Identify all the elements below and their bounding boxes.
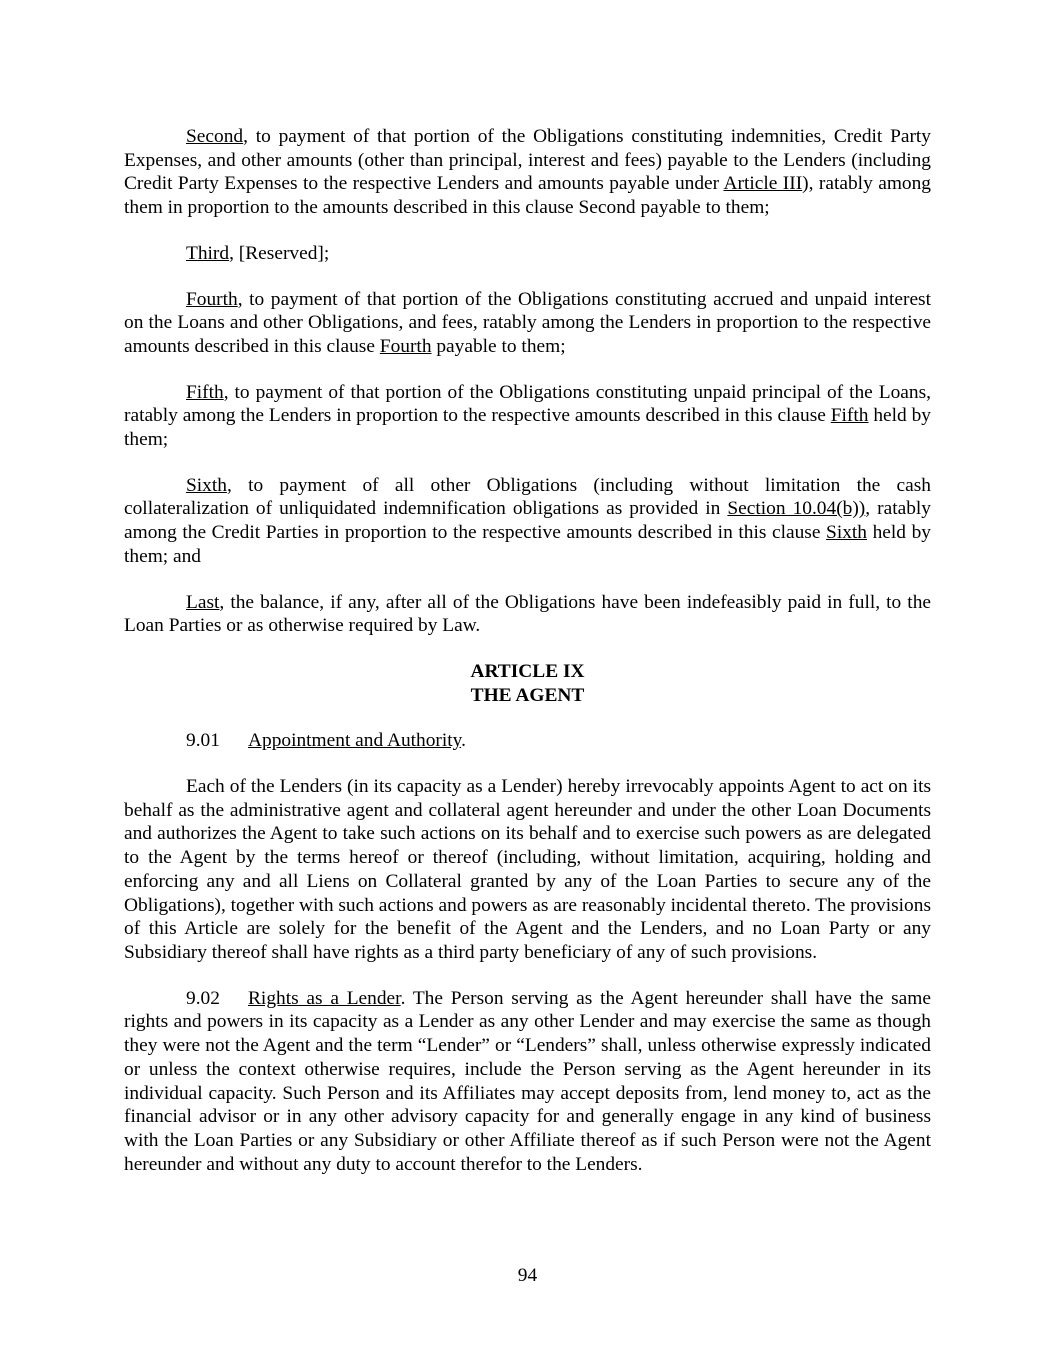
cross-reference: Article III: [723, 173, 803, 195]
clause-lead: Third: [186, 242, 230, 264]
section-9-02: [124, 987, 931, 1177]
article-heading: [124, 660, 931, 707]
section-body-9-01: Each of the Lenders (in its capacity as a Lender) hereby irrevocably appoints Agent to act on its behalf as the administrative agent and collateral agent hereunder and under the other Loan Documents and authorizes the Agent to take such actions on its behalf and to exercise such powers as are delegated to the Agent by the terms hereof or thereof (including, without limitation, acquiring, holding and enforcing any and all Liens on Collateral granted by any of the Loan Parties to secure any of the Obligations), together with such actions and powers as are reasonably incidental thereto. The provisions of this Article are solely for the benefit of the Agent and the Lenders, and no Loan Party or any Subsidiary thereof shall have rights as a third party beneficiary of any of such provisions.: [124, 776, 931, 963]
clause-lead: Last: [186, 591, 220, 613]
article-title: THE AGENT: [470, 684, 585, 706]
section-title: Appointment and Authority: [248, 730, 462, 752]
page-body: [124, 125, 931, 1198]
clause-fifth: Fifth, to payment of that portion of the Obligations constituting unpaid principal of the Loans, ratably among the Lenders in proportion to the respective amounts described in this clause Fifth held by them;: [124, 381, 931, 451]
clause-lead: Fourth: [186, 288, 238, 310]
clause-lead: Second: [186, 126, 244, 147]
clause-sixth: Sixth, to payment of all other Obligations (including without limitation the cash collateralization of unliquidated indemnification obligations as provided in Section 10.04(b)), ratably among the Credit Parties in proportion to the respective amounts described in this clause Sixth held by them; and: [124, 474, 931, 567]
cross-reference: Section 10.04(b)): [727, 498, 866, 520]
cross-reference: Fourth: [379, 335, 432, 357]
section-title: Rights as a Lender: [248, 987, 401, 1009]
section-number: 9.02: [186, 987, 220, 1009]
clause-last: Last, the balance, if any, after all of the Obligations have been indefeasibly paid in full, to the Loan Parties or as otherwise required by Law.: [124, 591, 931, 637]
clause-second: Second, to payment of that portion of the Obligations constituting indemnities, Credit Party Expenses, and other amounts (other than principal, interest and fees) payable to the Lenders (including Credit Party Expenses to the respective Lenders and amounts payable under Article III), ratably among them in proportion to the amounts described in this clause Second payable to them;: [124, 126, 931, 219]
section-heading-9-01: 9.01 Appointment and Authority.: [186, 730, 466, 752]
article-number: ARTICLE IX: [470, 660, 585, 682]
section-number: 9.01: [186, 730, 220, 752]
clause-fourth: Fourth, to payment of that portion of the Obligations constituting accrued and unpaid interest on the Loans and other Obligations, and fees, ratably among the Lenders in proportion to the respective amounts described in this clause Fourth payable to them;: [124, 288, 931, 357]
clause-third: Third, [Reserved];: [186, 242, 330, 264]
page-number: 94: [517, 1265, 538, 1286]
cross-reference: Fifth: [830, 405, 869, 427]
clause-lead: Sixth: [186, 474, 227, 496]
cross-reference: Sixth: [826, 522, 867, 544]
section-body: . The Person serving as the Agent hereunder shall have the same rights and powers in its capacity as a Lender as any other Lender and may exercise the same as though they were not the Agent and the term “Lender” or “Lenders” shall, unless otherwise expressly indicated or unless the context otherwise requires, include the Person serving as the Agent hereunder in its individual capacity. Such Person and its Affiliates may accept deposits from, lend money to, act as the financial advisor or in any other advisory capacity for and generally engage in any kind of business with the Loan Parties or any Subsidiary or other Affiliate thereof as if such Person were not the Agent hereunder and without any duty to account therefor to the Lenders.: [124, 987, 931, 1175]
clause-lead: Fifth: [186, 381, 224, 403]
